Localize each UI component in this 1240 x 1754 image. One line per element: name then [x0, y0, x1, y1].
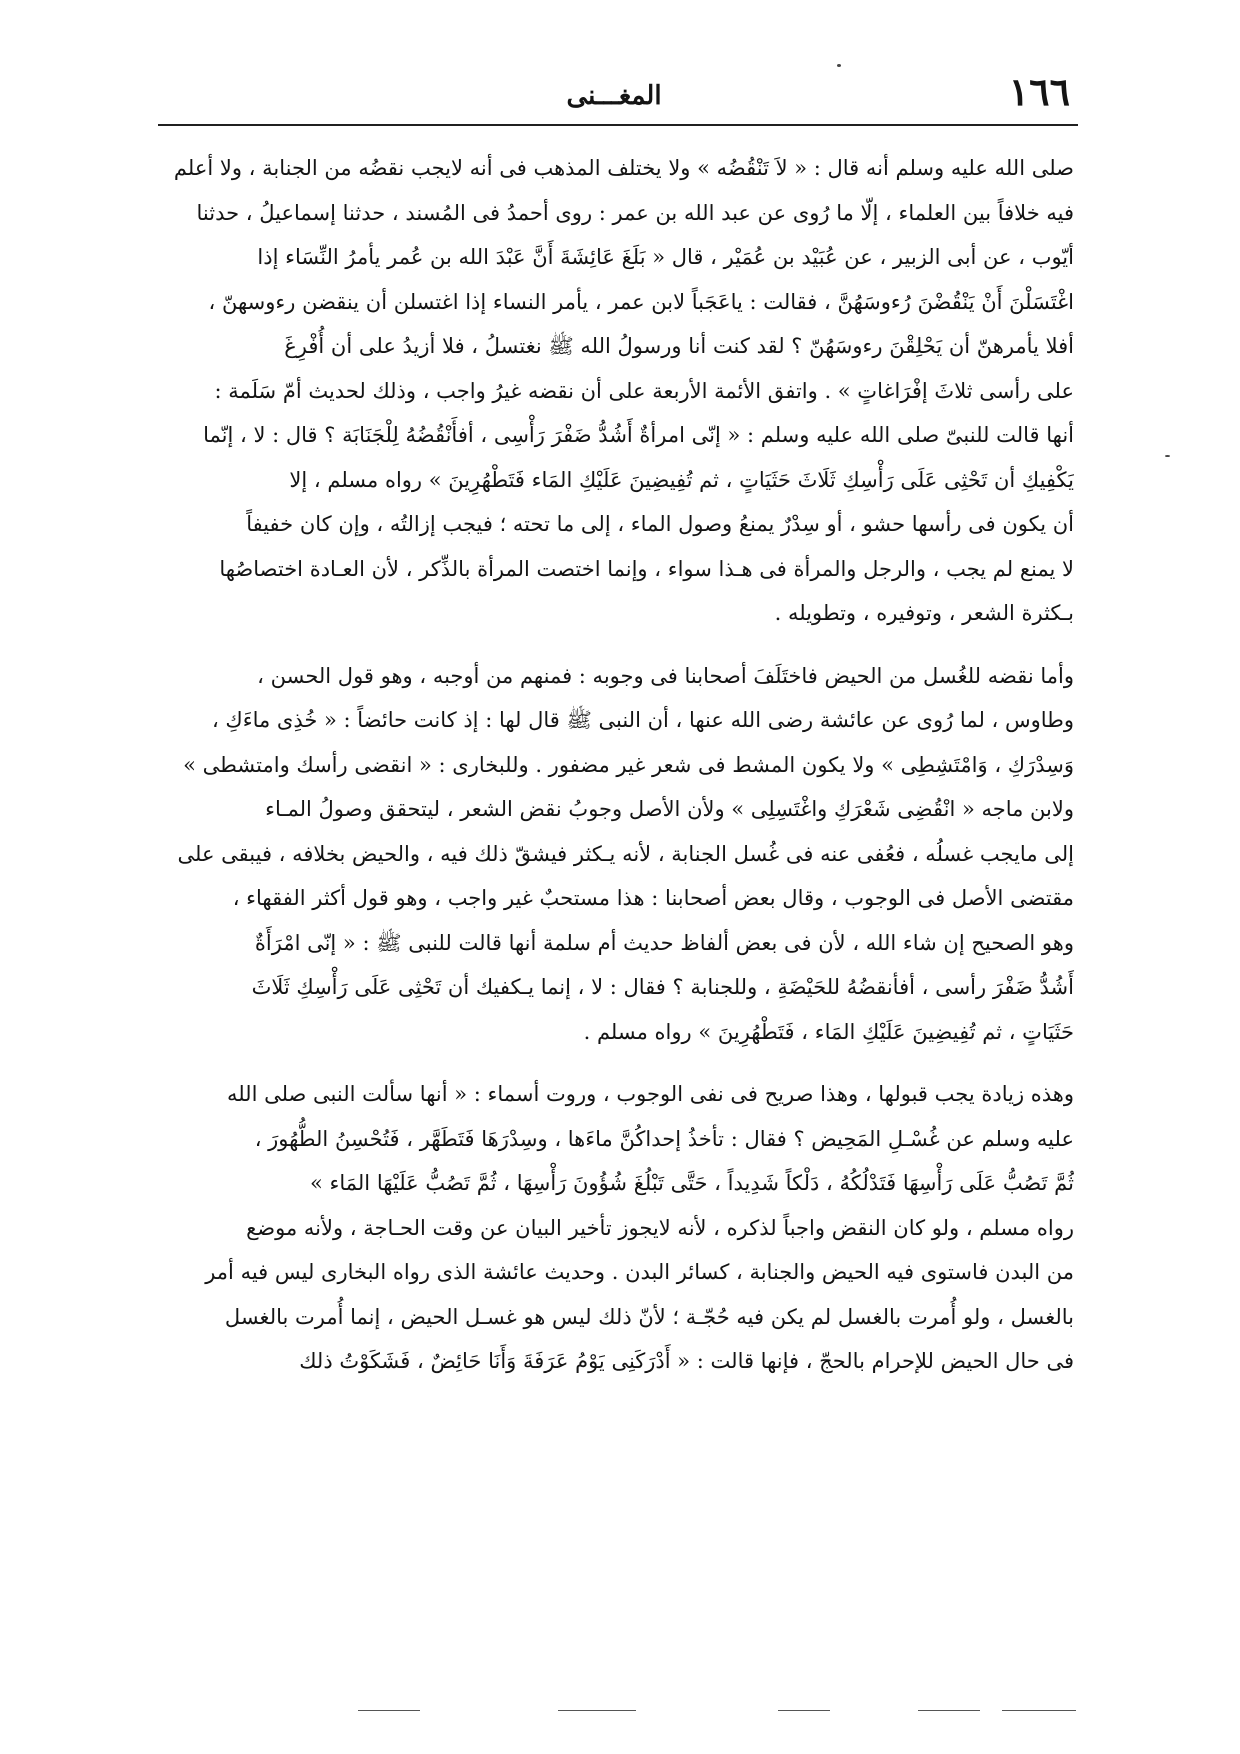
page-number: ١٦٦ [1008, 69, 1070, 114]
footer-rule [358, 1710, 420, 1711]
text-line: حَثَيَاتٍ ، ثم تُفِيضِينَ عَلَيْكِ المَاء ، فَتَطْهُرِينَ » رواه مسلم . [583, 1019, 1074, 1044]
text-line: وأما نقضه للغُسل من الحيض فاختَلَفَ أصحابنا فى وجوبه : فمنهم من أوجبه ، وهو قول الحسن ، [257, 663, 1074, 688]
text-line: مقتضى الأصل فى الوجوب ، وقال بعض أصحابنا : هذا مستحبٌ غير واجب ، وهو قول أكثر الفقهاء ، [232, 886, 1074, 910]
ink-mark [837, 64, 841, 67]
footer-rule [778, 1710, 830, 1711]
text-line: ولابن ماجه « انْقُضِى شَعْرَكِ واغْتَسِلِى » ولأن الأصل وجوبُ نقض الشعر ، ليتحقق وصولُ المـاء [265, 797, 1074, 821]
text-line: وطاوس ، لما رُوى عن عائشة رضى الله عنها ، أن النبى ﷺ قال لها : إذ كانت حائضاً : « خُذِى ماءَكِ ، [211, 708, 1074, 732]
text-line: أنها قالت للنبىّ صلى الله عليه وسلم : « إنّى امرأةٌ أَشُدُّ ضَفْرَ رَأْسِى ، أفأَنْقُضُهُ لِلْجَنَابَة ؟ قال : لا ، إنّما [203, 423, 1074, 447]
paragraph [160, 654, 1074, 1055]
footer-rule [558, 1710, 636, 1711]
text-line: على رأسى ثلاثَ إفْرَاغاتٍ » . واتفق الأئمة الأربعة على أن نقضه غيرُ واجب ، وذلك لحديث أمّ سَلَمة : [214, 378, 1074, 403]
text-line: وهذه زيادة يجب قبولها ، وهذا صريح فى نفى الوجوب ، وروت أسماء : « أنها سألت النبى صلى الله [226, 1082, 1074, 1106]
text-line: لا يمنع لم يجب ، والرجل والمرأة فى هـذا سواء ، وإنما اختصت المرأة بالذِّكر ، لأن العـادة اختصاصُها [219, 556, 1074, 581]
footer-rule [918, 1710, 980, 1711]
paragraph-gap [160, 636, 1074, 654]
footer-rule [1002, 1710, 1076, 1711]
page-header [158, 68, 1070, 120]
text-line: وهو الصحيح إن شاء الله ، لأن فى بعض ألفاظ حديث أم سلمة أنها قالت للنبى ﷺ : « إنّى امْرَأَةٌ [254, 930, 1074, 955]
text-line: إلى مايجب غسلُه ، فعُفى عنه فى غُسل الجنابة ، لأنه يـكثر فيشقّ ذلك فيه ، والحيض بخلافه ، فيبقى على [177, 841, 1074, 866]
text-line: بـكثرة الشعر ، وتوفيره ، وتطويله . [774, 601, 1074, 625]
text-line: رواه مسلم ، ولو كان النقض واجباً لذكره ، لأنه لايجوز تأخير البيان عن وقت الحـاجة ، ولأنه موضع [246, 1215, 1074, 1240]
text-line: وَسِدْرَكِ ، وَامْتَشِطِى » ولا يكون المشط فى شعر غير مضفور . وللبخارى : « انقضى رأسك وامتشطى » [183, 752, 1074, 777]
text-line: اغْتَسَلْنَ أَنْ يَنْقُضْنَ رُءوسَهُنَّ ، فقالت : ياعَجَباً لابن عمر ، يأمر النساء إذا اغتسلن أن ينقضن رءوسهنّ ، [208, 289, 1074, 314]
running-title: المغـــنى [566, 81, 662, 111]
text-line: أن يكون فى رأسها حشو ، أو سِدْرٌ يمنعُ وصول الماء ، إلى ما تحته ؛ فيجب إزالتُه ، وإن كان خفيفاً [246, 512, 1074, 536]
text-line: أَشُدُّ ضَفْرَ رأسى ، أفأنقضُهُ للحَيْضَةِ ، وللجنابة ؟ فقال : لا ، إنما يـكفيك أن تَحْثِى عَلَى رَأْسِكِ ثَلَاثَ [251, 975, 1074, 999]
text-line: أفلا يأمرهنّ أن يَحْلِقْنَ رءوسَهُنّ ؟ لقد كنت أنا ورسولُ الله ﷺ نغتسلُ ، فلا أزيدُ على أن أُفْرِغَ [284, 334, 1074, 358]
text-line: يَكْفِيكِ أن تَحْثِى عَلَى رَأْسِكِ ثَلَاثَ حَثَيَاتٍ ، ثم تُفِيضِينَ عَلَيْكِ المَاء فَتَطْهُرِينَ » رواه مسلم ، إلا [289, 467, 1074, 492]
paragraph-gap [160, 1054, 1074, 1072]
ink-mark [1165, 455, 1170, 457]
text-line: فيه خلافاً بين العلماء ، إلّا ما رُوى عن عبد الله بن عمر : روى أحمدُ فى المُسند ، حدثنا إسماعيلُ ، حدثنا [196, 200, 1074, 225]
text-body [160, 146, 1074, 1384]
text-line: أيّوب ، عن أبى الزبير ، عن عُبَيْد بن عُمَيْر ، قال « بَلَغَ عَائِشَةَ أَنَّ عَبْدَ الله بن عُمر يأمرُ النِّسَاء إذا [257, 245, 1074, 269]
paragraph [160, 146, 1074, 636]
header-rule [158, 124, 1078, 126]
text-line: صلى الله عليه وسلم أنه قال : « لاَ تَنْقُضُه » ولا يختلف المذهب فى أنه لايجب نقضُه من الجنابة ، ولا أعلم [173, 156, 1074, 180]
text-line: عليه وسلم عن غُسْـلِ المَحِيض ؟ فقال : تأخذُ إحداكُنَّ ماءَها ، وسِدْرَهَا فَتَطَهَّر ، فَتُحْسِنُ الطُّهُورَ ، [254, 1126, 1074, 1151]
text-line: ثُمَّ تَصُبُّ عَلَى رَأْسِهَا فَتَدْلُكُهُ ، دَلْكاً شَدِيداً ، حَتَّى تَبْلُغَ شُؤُونَ رَأْسِهَا ، ثُمَّ تَصُبُّ عَلَيْهَا المَاء » [309, 1171, 1074, 1195]
text-line: فى حال الحيض للإحرام بالحجّ ، فإنها قالت : « أَدْرَكَنِى يَوْمُ عَرَفَةَ وَأَنَا حَائِضٌ ، فَشَكَوْتُ ذلك [299, 1349, 1074, 1373]
text-line: من البدن فاستوى فيه الحيض والجنابة ، كسائر البدن . وحديث عائشة الذى رواه البخارى ليس فيه أمر [205, 1260, 1074, 1284]
text-line: بالغسل ، ولو أُمرت بالغسل لم يكن فيه حُجّـة ؛ لأنّ ذلك ليس هو غسـل الحيض ، إنما أُمرت بالغسل [224, 1304, 1074, 1329]
paragraph [160, 1072, 1074, 1384]
